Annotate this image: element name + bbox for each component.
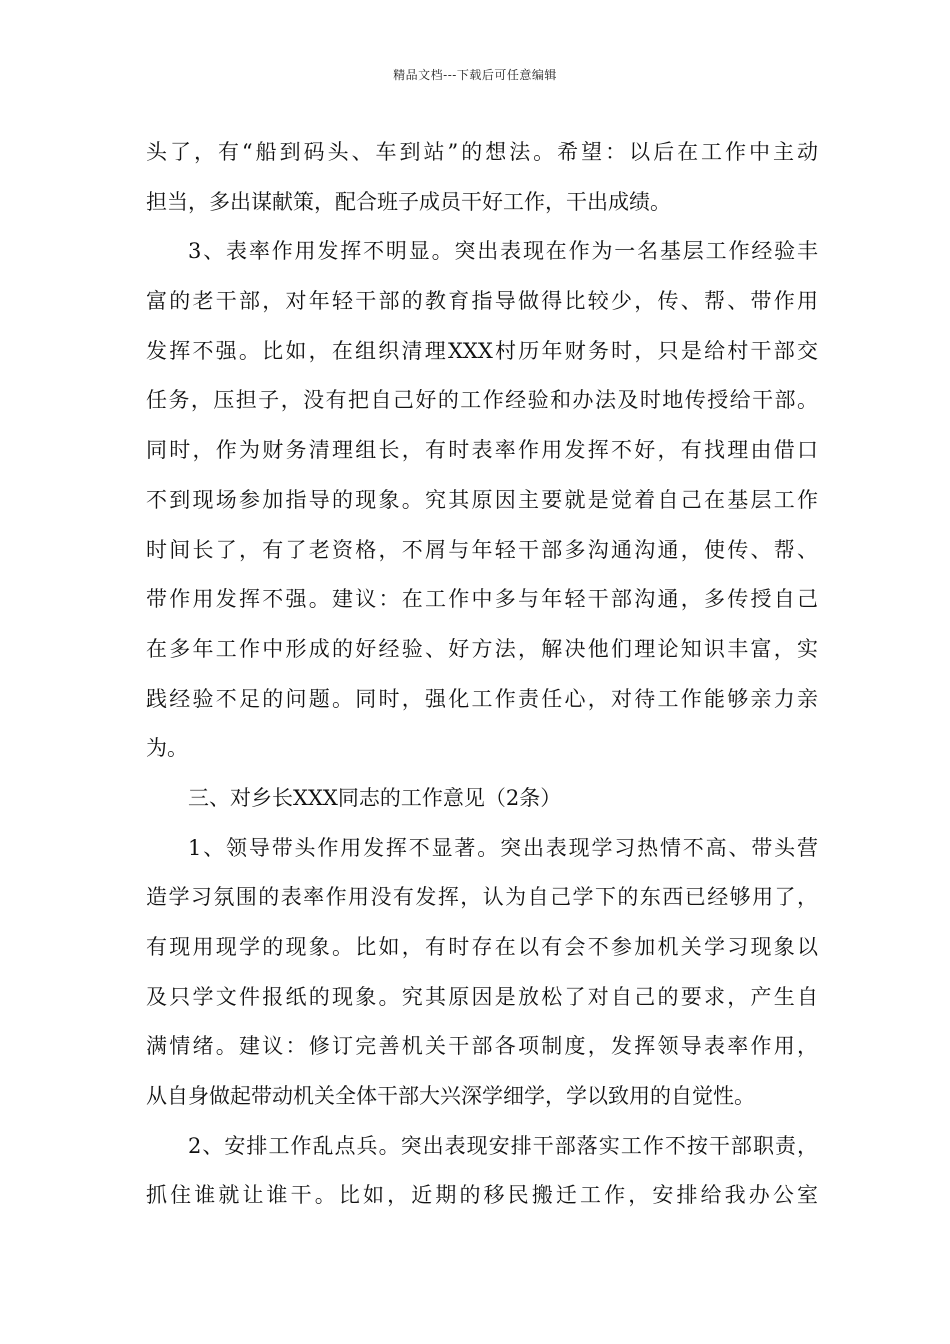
text-line: 3、表率作用发挥不明显。突出表现在作为一名基层工作经验丰 — [188, 239, 818, 264]
text-line: 践经验不足的问题。同时，强化工作责任心，对待工作能够亲力亲 — [146, 686, 818, 711]
text-line: 头了，有“船到码头、车到站”的想法。希望：以后在工作中主动 — [146, 140, 818, 164]
text-line: 为。 — [146, 736, 188, 761]
text-line: 造学习氛围的表率作用没有发挥，认为自己学下的东西已经够用了， — [146, 885, 818, 910]
text-line: 有现用现学的现象。比如，有时存在以有会不参加机关学习现象以 — [146, 935, 818, 959]
text-line: 时间长了，有了老资格，不屑与年轻干部多沟通沟通，使传、帮、 — [146, 537, 818, 562]
text-line: 富的老干部，对年轻干部的教育指导做得比较少，传、帮、带作用 — [146, 289, 818, 314]
text-line: 及只学文件报纸的现象。究其原因是放松了对自己的要求，产生自 — [146, 984, 818, 1009]
text-line: 同时，作为财务清理组长，有时表率作用发挥不好，有找理由借口 — [146, 438, 818, 463]
text-line: 担当，多出谋献策，配合班子成员干好工作，干出成绩。 — [146, 189, 671, 214]
text-line: 2、安排工作乱点兵。突出表现安排干部落实工作不按干部职责， — [188, 1133, 818, 1158]
text-line: 任务，压担子，没有把自己好的工作经验和办法及时地传授给干部。 — [146, 388, 818, 413]
text-line: 带作用发挥不强。建议：在工作中多与年轻干部沟通，多传授自己 — [146, 587, 818, 612]
document-body — [146, 128, 818, 1221]
text-line: 发挥不强。比如，在组织清理XXX村历年财务时，只是给村干部交 — [146, 338, 818, 363]
page-header: 精品文档---下载后可任意编辑 — [393, 68, 557, 82]
text-line: 从自身做起带动机关全体干部大兴深学细学，学以致用的自觉性。 — [146, 1084, 755, 1109]
text-line: 满情绪。建议：修订完善机关干部各项制度，发挥领导表率作用， — [146, 1034, 818, 1059]
text-line: 三、对乡长XXX同志的工作意见（2条） — [188, 785, 562, 810]
text-line: 抓住谁就让谁干。比如，近期的移民搬迁工作，安排给我办公室 — [146, 1183, 818, 1208]
text-line: 不到现场参加指导的现象。究其原因主要就是觉着自己在基层工作 — [146, 487, 818, 512]
text-line: 1、领导带头作用发挥不显著。突出表现学习热情不高、带头营 — [188, 835, 818, 860]
text-line: 在多年工作中形成的好经验、好方法，解决他们理论知识丰富，实 — [146, 636, 818, 661]
